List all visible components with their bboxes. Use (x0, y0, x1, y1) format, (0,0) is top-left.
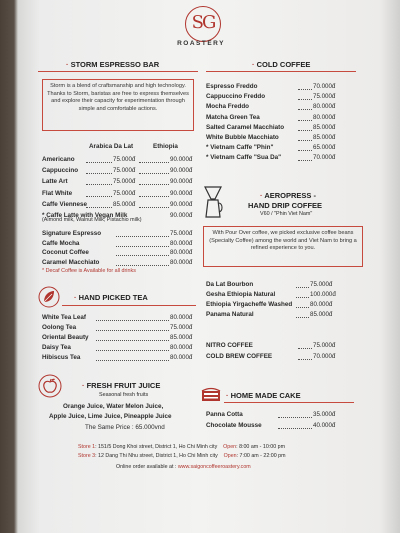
pour-over-icon (202, 185, 224, 219)
cold-item: Espresso Freddo (206, 83, 258, 90)
tea-price: 80.000đ (170, 314, 193, 321)
espresso-item: Americano (42, 156, 75, 163)
cold-leader (298, 99, 312, 100)
espresso-extra-price: 80.000đ (170, 239, 193, 247)
tea-leader (96, 320, 169, 321)
brand-name: ROASTERY (177, 40, 225, 47)
juice-title-text: FRESH FRUIT JUICE (86, 381, 161, 390)
tea-item: Daisy Tea (42, 344, 71, 351)
espresso-item: Latte Art (42, 178, 68, 186)
cake-rule (224, 402, 354, 403)
espresso-leader (86, 173, 112, 174)
aeropress-item: Gesha Ethiopia Natural (206, 291, 276, 298)
cold-leader (298, 120, 312, 121)
cold-price: 65.000đ (313, 144, 336, 152)
cold-leader (298, 130, 312, 131)
nitro-price: 70.000đ (313, 352, 336, 360)
cold-price: 80.000đ (313, 113, 336, 121)
cake-price: 35.000đ (313, 411, 336, 418)
espresso-price-arabica: 75.000đ (113, 156, 136, 163)
espresso-price-arabica: 75.000đ (113, 189, 136, 197)
col-header-ethiopia: Ethiopia (153, 143, 178, 150)
tea-item: Oolong Tea (42, 324, 77, 331)
aeropress-item: Ethiopia Yirgacheffe Washed (206, 301, 293, 308)
tea-title-text: HAND PICKED TEA (78, 293, 148, 302)
aeropress-price: 100.000đ (310, 291, 336, 298)
cake-icon (200, 386, 222, 402)
aeropress-title-2: HAND DRIP COFFEE (248, 201, 323, 210)
espresso-leader (139, 207, 169, 208)
espresso-item: Caffe Viennese (42, 200, 88, 208)
espresso-extra-leader (116, 265, 169, 266)
espresso-extra-leader (116, 236, 169, 237)
espresso-price-ethiopia: 90.000đ (170, 178, 193, 186)
cold-item: * Vietnam Caffe "Sua Da" (206, 154, 282, 162)
cold-title-text: COLD COFFEE (256, 60, 311, 69)
aeropress-leader (296, 317, 309, 318)
cold-leader (298, 160, 312, 161)
aeropress-description: With Pour Over coffee, we picked exclusive coffee beans (Specialty Coffee) among the world and Viet Nam to bring a refined experience to you. (209, 230, 357, 252)
espresso-description-box (42, 79, 194, 131)
cold-price: 85.000đ (313, 134, 336, 141)
espresso-price-ethiopia: 90.000đ (170, 212, 193, 219)
decaf-note: * Decaf Coffee is Available for all drinks (42, 268, 136, 274)
espresso-price-arabica: 75.000đ (113, 167, 136, 175)
espresso-extra-price: 80.000đ (170, 258, 193, 266)
cake-title: · HOME MADE CAKE (226, 391, 301, 400)
espresso-description: Storm is a blend of craftsmanship and high technology. Thanks to Storm, baristas are free to express themselves and explore their capacity for experimentation through simple and comfortable actions. (47, 83, 189, 112)
espresso-leader (139, 162, 169, 163)
cake-item: Chocolate Mousse (206, 421, 262, 429)
nitro-leader (298, 348, 312, 349)
cold-item: White Bubble Macchiato (206, 134, 279, 141)
tea-item: Oriental Beauty (42, 334, 89, 341)
aeropress-price: 75.000đ (310, 281, 333, 288)
cake-item: Panna Cotta (206, 411, 243, 418)
juice-line-1: Orange Juice, Water Melon Juice, (63, 403, 164, 410)
tea-leader (96, 340, 169, 341)
cold-title: · COLD COFFEE (252, 60, 311, 69)
espresso-leader (86, 162, 112, 163)
col-header-arabica: Arabica Da Lat (89, 143, 134, 150)
cold-leader (298, 150, 312, 151)
tea-price: 80.000đ (170, 344, 193, 351)
espresso-title-text: STORM ESPRESSO BAR (70, 60, 160, 69)
cake-leader (278, 417, 312, 418)
espresso-price-ethiopia: 90.000đ (170, 167, 193, 175)
espresso-rule (38, 71, 198, 72)
aeropress-item: Da Lat Bourbon (206, 281, 254, 288)
tea-title: · HAND PICKED TEA (74, 293, 148, 302)
espresso-leader (86, 207, 112, 208)
espresso-leader (139, 196, 169, 197)
cold-item: Cappuccino Freddo (206, 93, 266, 101)
aeropress-title-1: · AEROPRESS - (260, 191, 316, 200)
tea-leader (96, 350, 169, 351)
vegan-note: (Almond milk, Walnut Milk, Pistachio milk) (42, 217, 142, 223)
cold-leader (298, 140, 312, 141)
espresso-extra-leader (116, 246, 169, 247)
espresso-title: · STORM ESPRESSO BAR (66, 60, 160, 69)
espresso-extra-price: 75.000đ (170, 230, 193, 237)
cold-item: Salted Caramel Macchiato (206, 123, 285, 131)
espresso-price-ethiopia: 90.000đ (170, 200, 193, 208)
espresso-extra-item: Caffe Mocha (42, 239, 80, 247)
cold-price: 80.000đ (313, 103, 336, 111)
nitro-price: 75.000đ (313, 342, 336, 349)
cold-item: Mocha Freddo (206, 103, 250, 111)
tea-price: 85.000đ (170, 334, 193, 341)
online-order-line: Online order available at : www.saigoncoffeeroastery.com (116, 464, 251, 470)
tea-price: 75.000đ (170, 324, 193, 331)
leaf-icon (38, 286, 60, 308)
espresso-extra-item: Signature Espresso (42, 230, 102, 237)
juice-subtitle: Seasonal fresh fruits (99, 392, 149, 398)
store-1-line: Store 1: 151/5 Dong Khoi street, District 1, Ho Chi Minh city Open: 8:00 am - 10:00 pm (78, 444, 285, 450)
online-order-link[interactable]: www.saigoncoffeeroastery.com (177, 464, 251, 470)
espresso-item: * Caffe Latte with Vegan Milk (42, 212, 128, 219)
juice-line-2: Apple Juice, Lime Juice, Pineapple Juice (49, 413, 172, 420)
cold-item: Matcha Green Tea (206, 113, 260, 121)
apple-icon (38, 374, 62, 398)
nitro-item: COLD BREW COFFEE (206, 352, 273, 360)
tea-item: White Tea Leaf (42, 314, 86, 321)
logo-monogram: SG (191, 12, 215, 33)
cold-price: 85.000đ (313, 123, 336, 131)
tea-rule (62, 305, 196, 306)
cake-price: 40.000đ (313, 421, 336, 429)
cold-rule (206, 71, 356, 72)
aeropress-subtitle: V60 / "Phin Viet Nam" (260, 211, 313, 217)
aeropress-leader (296, 297, 309, 298)
tea-leader (96, 360, 169, 361)
espresso-extra-item: Caramel Macchiato (42, 258, 100, 266)
espresso-price-arabica: 75.000đ (113, 178, 136, 186)
espresso-price-arabica: 85.000đ (113, 200, 136, 208)
cold-price: 75.000đ (313, 93, 336, 101)
cold-item: * Vietnam Caffe "Phin" (206, 144, 274, 152)
cold-price: 70.000đ (313, 83, 336, 90)
tea-leader (96, 330, 169, 331)
cake-title-text: HOME MADE CAKE (230, 391, 301, 400)
espresso-item: Flat White (42, 189, 73, 197)
menu-paper (16, 0, 400, 533)
aeropress-item: Panama Natural (206, 311, 254, 318)
aeropress-price: 80.000đ (310, 301, 333, 308)
espresso-extra-item: Coconut Coffee (42, 249, 89, 257)
espresso-leader (139, 173, 169, 174)
juice-title: · FRESH FRUIT JUICE (82, 381, 161, 390)
nitro-leader (298, 359, 312, 360)
espresso-price-ethiopia: 90.000đ (170, 189, 193, 197)
espresso-extra-price: 80.000đ (170, 249, 193, 257)
aeropress-leader (296, 307, 309, 308)
aeropress-description-box (203, 226, 363, 267)
aeropress-leader (296, 287, 309, 288)
cake-leader (278, 428, 312, 429)
store-3-line: Store 3: 12 Dang Thi Nhu street, District 1, Ho Chi Minh city Open: 7:00 am - 22:00 pm (78, 453, 286, 459)
espresso-leader (86, 184, 112, 185)
espresso-item: Cappuccino (42, 167, 79, 175)
espresso-price-ethiopia: 90.000đ (170, 156, 193, 163)
espresso-leader (139, 184, 169, 185)
aeropress-price: 85.000đ (310, 311, 333, 318)
espresso-leader (86, 196, 112, 197)
espresso-extra-leader (116, 255, 169, 256)
cold-leader (298, 89, 312, 90)
cold-leader (298, 109, 312, 110)
tea-item: Hibiscus Tea (42, 354, 81, 361)
cold-price: 70.000đ (313, 154, 336, 162)
brand-logo (185, 6, 221, 42)
nitro-item: NITRO COFFEE (206, 342, 253, 349)
tea-price: 80.000đ (170, 354, 193, 361)
juice-price: The Same Price : 65.000vnd (85, 424, 165, 431)
